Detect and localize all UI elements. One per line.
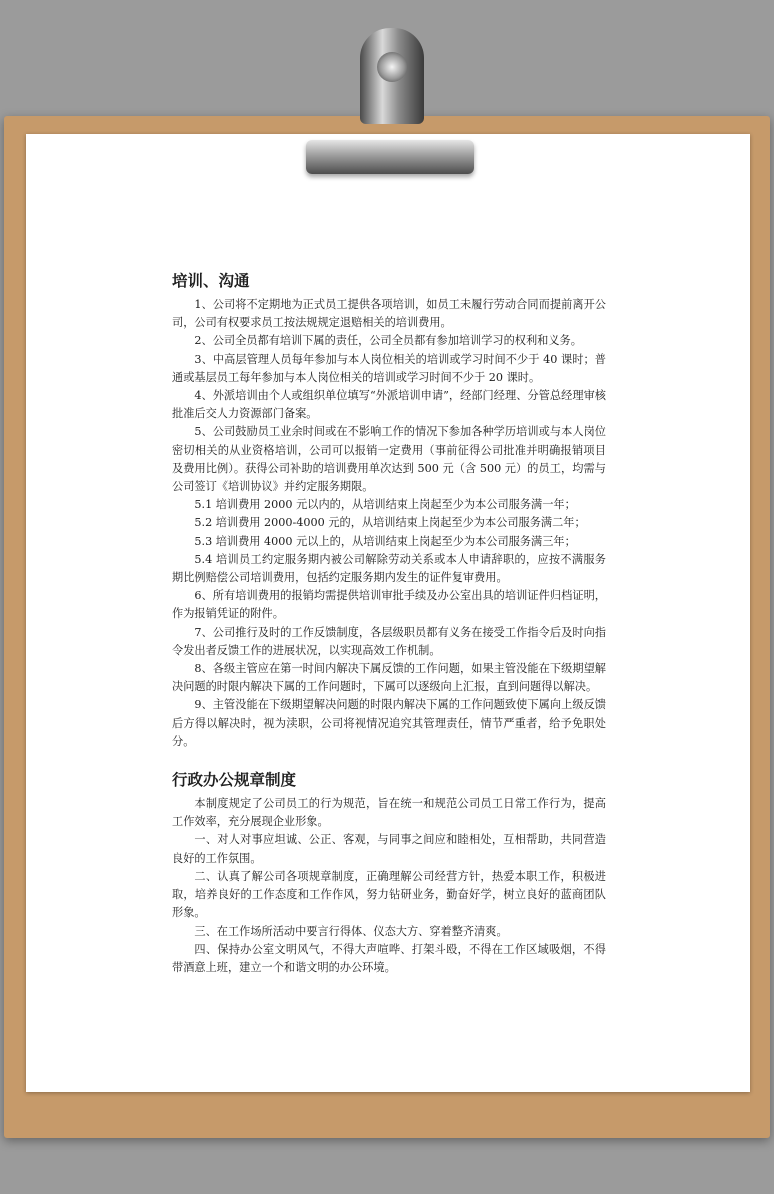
- paragraph: 6、所有培训费用的报销均需提供培训审批手续及办公室出具的培训证件归档证明，作为报销凭证的附件。: [172, 589, 606, 621]
- paragraph: 1、公司将不定期地为正式员工提供各项培训，如员工未履行劳动合同而提前离开公司，公司有权要求员工按法规规定退赔相关的培训费用。: [172, 298, 606, 330]
- paragraph: 5.4 培训员工约定服务期内被公司解除劳动关系或本人申请辞职的，应按不满服务期比例赔偿公司培训费用，包括约定服务期内发生的证件复审费用。: [172, 552, 606, 585]
- binder-clip-hole: [377, 52, 407, 82]
- paragraph: 3、中高层管理人员每年参加与本人岗位相关的培训或学习时间不少于 40 课时；普通或基层员工每年参加与本人岗位相关的培训或学习时间不少于 20 课时。: [172, 352, 606, 384]
- paragraph: 一、对人对事应坦诚、公正、客观，与同事之间应和睦相处，互相帮助，共同营造良好的工作氛围。: [172, 833, 606, 865]
- section-title-training: 培训、沟通: [172, 271, 250, 290]
- paragraph: 9、主管没能在下级期望解决问题的时限内解决下属的工作问题致使下属向上级反馈后方得以解决时，视为渎职，公司将视情况追究其管理责任，情节严重者，给予免职处分。: [172, 698, 606, 748]
- paragraph: 8、各级主管应在第一时间内解决下属反馈的工作问题，如果主管没能在下级期望解决问题的时限内解决下属的工作问题时，下属可以逐级向上汇报，直到问题得以解决。: [172, 662, 606, 694]
- paragraph: 5.2 培训费用 2000-4000 元的，从培训结束上岗起至少为本公司服务满二年；: [194, 516, 586, 530]
- paragraph: 7、公司推行及时的工作反馈制度，各层级职员都有义务在接受工作指令后及时向指令发出者反馈工作的进展状况，以实现高效工作机制。: [172, 625, 606, 657]
- paragraph: 四、保持办公室文明风气，不得大声喧哗、打架斗殴，不得在工作区域吸烟，不得带酒意上班，建立一个和谐文明的办公环境。: [172, 942, 606, 974]
- paragraph: 4、外派培训由个人或组织单位填写“外派培训申请”，经部门经理、分管总经理审核批准后交人力资源部门备案。: [172, 389, 606, 421]
- paragraph: 三、在工作场所活动中要言行得体、仪态大方、穿着整齐清爽。: [194, 924, 508, 938]
- paragraph: 5.1 培训费用 2000 元以内的，从培训结束上岗起至少为本公司服务满一年；: [194, 498, 576, 512]
- paragraph: 2、公司全员都有培训下属的责任，公司全员都有参加培训学习的权利和义务。: [194, 334, 582, 348]
- paragraph: 5.3 培训费用 4000 元以上的，从培训结束上岗起至少为本公司服务满三年；: [194, 534, 576, 548]
- binder-clip-base: [306, 140, 474, 174]
- document-body: [172, 270, 606, 977]
- paragraph: 本制度规定了公司员工的行为规范，旨在统一和规范公司员工日常工作行为，提高工作效率，充分展现企业形象。: [172, 797, 606, 829]
- section-title-office-rules: 行政办公规章制度: [172, 770, 297, 790]
- paragraph: 5、公司鼓励员工业余时间或在不影响工作的情况下参加各种学历培训或与本人岗位密切相关的从业资格培训，公司可以报销一定费用（事前征得公司批准并明确报销项目及费用比例）。获得公司补助的培训费用单次达到 500 元（含 500 元）的员工，均需与公司签订《培训协议》并约定服务期限。: [172, 425, 606, 494]
- paragraph: 二、认真了解公司各项规章制度，正确理解公司经营方针，热爱本职工作，积极进取，培养良好的工作态度和工作作风，努力钻研业务，勤奋好学，树立良好的蓝商团队形象。: [172, 869, 606, 920]
